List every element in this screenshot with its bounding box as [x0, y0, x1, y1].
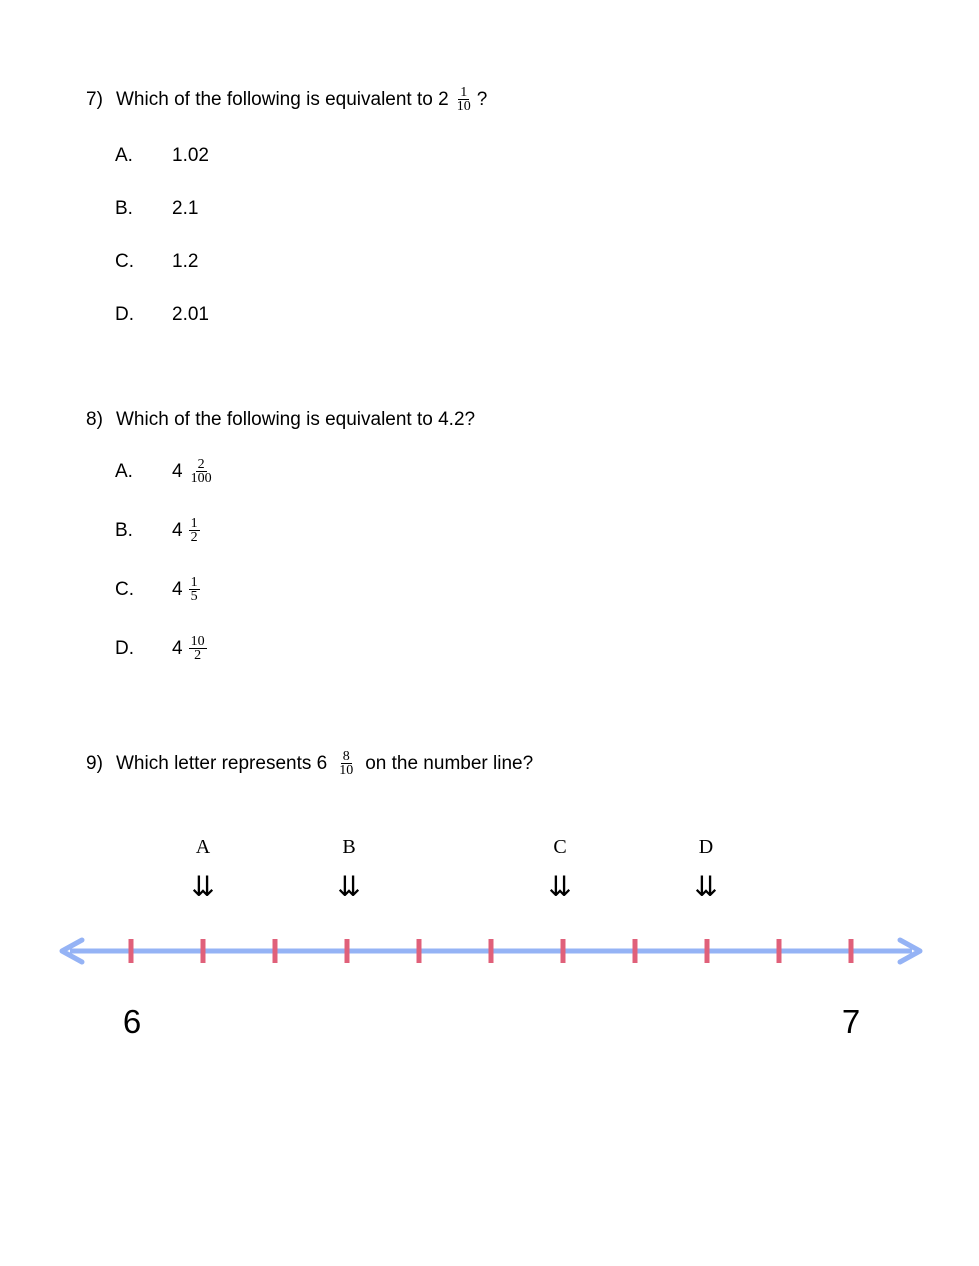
number-line: [0, 920, 979, 984]
fraction-numerator: 1: [190, 516, 198, 531]
fraction-denominator: 2: [190, 530, 198, 545]
question-fraction: [455, 86, 473, 113]
choice-letter: D.: [115, 304, 134, 325]
choice-value: 1.02: [172, 145, 209, 166]
choice-8a[interactable]: [115, 458, 218, 485]
fraction-numerator: 1: [190, 575, 198, 590]
fraction-denominator: 100: [190, 471, 212, 486]
choice-whole: 4: [172, 637, 183, 659]
question-number: 7): [86, 88, 103, 110]
marker-c-label: C: [553, 836, 567, 858]
choice-fraction: [189, 635, 207, 662]
question-text: Which of the following is equivalent to 4.2?: [116, 409, 476, 430]
choice-letter: B.: [115, 198, 133, 219]
choice-value: 2.01: [172, 304, 209, 325]
fraction-numerator: 1: [460, 85, 468, 100]
choice-7c[interactable]: [115, 251, 198, 273]
question-text-end: on the number line?: [365, 752, 534, 774]
fraction-denominator: 10: [339, 763, 354, 778]
fraction-denominator: 5: [190, 589, 198, 604]
choice-letter: B.: [115, 519, 133, 541]
question-fraction: [337, 750, 355, 777]
question-9: [86, 750, 533, 777]
fraction-numerator: 10: [190, 634, 205, 649]
choice-whole: 4: [172, 578, 183, 600]
fraction-numerator: 8: [342, 749, 350, 764]
marker-d-arrow-icon: ⇊: [694, 870, 718, 903]
question-text: Which of the following is equivalent to 2: [116, 88, 449, 110]
choice-7b[interactable]: [115, 198, 198, 220]
number-line-start-label: 6: [122, 1003, 142, 1040]
marker-c-arrow-icon: ⇊: [548, 870, 572, 903]
choice-letter: A.: [115, 460, 133, 482]
choice-whole: 4: [172, 519, 183, 541]
choice-7d[interactable]: [115, 304, 209, 326]
question-number: 9): [86, 752, 103, 774]
choice-whole: 4: [172, 460, 183, 482]
marker-b-label: B: [342, 836, 356, 858]
choice-letter: D.: [115, 637, 134, 659]
fraction-numerator: 2: [197, 457, 205, 472]
question-text: Which letter represents 6: [116, 752, 328, 774]
fraction-denominator: 10: [456, 99, 471, 114]
question-number: 8): [86, 409, 103, 430]
number-line-end-label: 7: [841, 1003, 861, 1040]
choice-value: 1.2: [172, 251, 199, 272]
choice-letter: A.: [115, 145, 133, 166]
marker-d-label: D: [698, 836, 714, 858]
choice-8c[interactable]: [115, 576, 204, 603]
choice-8d[interactable]: [115, 635, 211, 662]
choice-fraction: [189, 458, 214, 485]
marker-b-arrow-icon: ⇊: [337, 870, 361, 903]
choice-fraction: [189, 517, 200, 544]
marker-a-arrow-icon: ⇊: [191, 870, 215, 903]
marker-a-label: A: [195, 836, 211, 858]
choice-letter: C.: [115, 251, 134, 272]
fraction-denominator: 2: [194, 648, 202, 663]
choice-letter: C.: [115, 578, 134, 600]
choice-fraction: [189, 576, 200, 603]
question-text-end: ?: [476, 88, 488, 110]
question-7: [86, 86, 487, 113]
choice-value: 2.1: [172, 198, 199, 219]
choice-7a[interactable]: [115, 145, 209, 167]
choice-8b[interactable]: [115, 517, 204, 544]
question-8: [86, 409, 475, 431]
